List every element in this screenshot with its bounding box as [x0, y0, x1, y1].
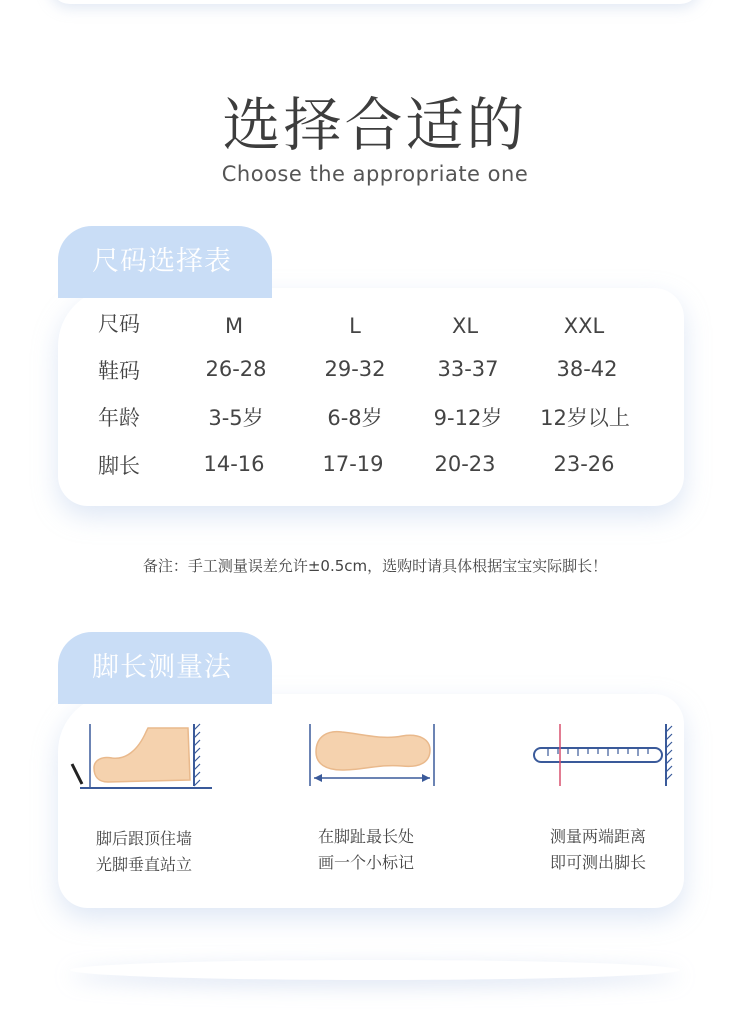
ruler-icon	[530, 720, 678, 790]
table-cell: 17-19	[322, 452, 384, 476]
measure-step	[530, 720, 680, 890]
measure-step	[68, 720, 228, 890]
step-caption-line1: 在脚趾最长处	[318, 827, 415, 846]
table-cell: 38-42	[556, 357, 618, 381]
step-caption-line2: 画一个小标记	[318, 853, 415, 872]
table-row	[58, 402, 684, 442]
row-label: 鞋码	[98, 359, 140, 383]
table-cell: M	[224, 314, 244, 338]
top-card-edge	[50, 0, 700, 4]
size-table-tab: 尺码选择表	[58, 226, 272, 298]
table-cell: 3-5岁	[208, 406, 264, 430]
step-caption-line2: 光脚垂直站立	[96, 855, 193, 874]
table-cell: 14-16	[203, 452, 265, 476]
foot-against-wall-icon	[68, 720, 218, 800]
footprint-measure-icon	[302, 720, 442, 790]
table-cell: 33-37	[437, 357, 499, 381]
table-row	[58, 450, 684, 490]
table-cell: 9-12岁	[433, 406, 503, 430]
table-cell: 23-26	[553, 452, 615, 476]
step-caption-line1: 测量两端距离	[550, 827, 647, 846]
measure-step	[302, 720, 452, 890]
table-cell: 29-32	[324, 357, 386, 381]
table-row	[58, 355, 684, 395]
row-label: 脚长	[98, 454, 140, 478]
table-cell: 20-23	[434, 452, 496, 476]
row-label: 年龄	[98, 406, 140, 430]
table-cell: L	[349, 314, 361, 338]
measure-tab: 脚长测量法	[58, 632, 272, 704]
measure-card	[58, 694, 684, 908]
step-caption-line1: 脚后跟顶住墙	[96, 829, 193, 848]
step-caption-line2: 即可测出脚长	[550, 853, 647, 872]
page-subtitle: Choose the appropriate one	[221, 162, 529, 186]
page-title: 选择合适的	[222, 91, 528, 159]
size-table-card	[58, 288, 684, 506]
table-cell: XL	[451, 314, 479, 338]
table-cell: 26-28	[205, 357, 267, 381]
table-cell: 6-8岁	[327, 406, 383, 430]
bottom-shadow	[70, 960, 680, 980]
table-cell: 12岁以上	[540, 406, 630, 430]
table-cell: XXL	[563, 314, 605, 338]
row-label: 尺码	[98, 312, 140, 336]
measurement-note: 备注：手工测量误差允许±0.5cm，选购时请具体根据宝宝实际脚长！	[142, 557, 608, 575]
table-row	[58, 308, 684, 348]
